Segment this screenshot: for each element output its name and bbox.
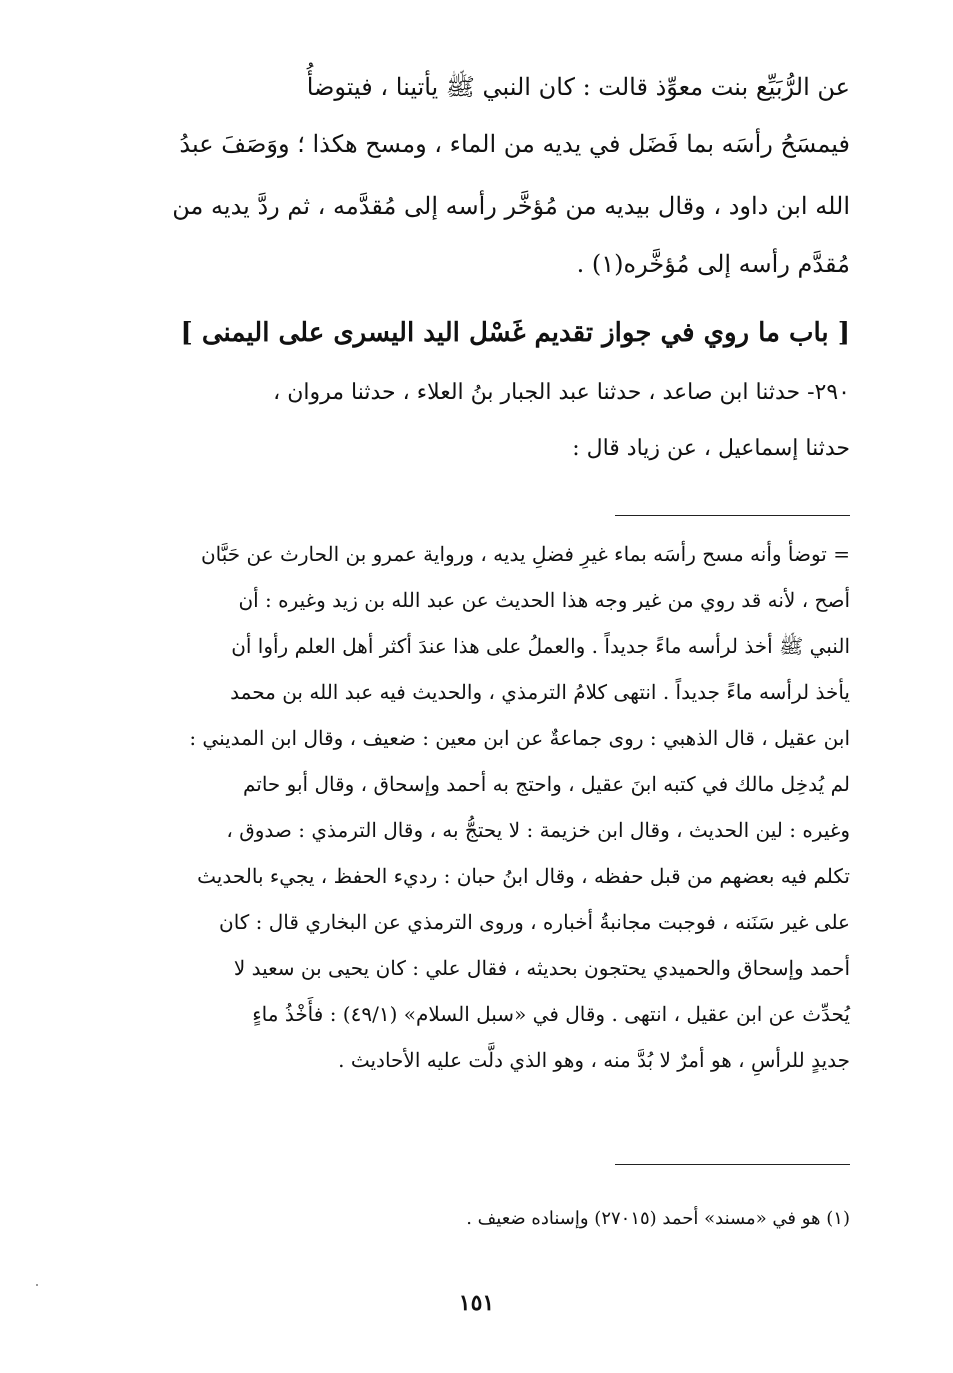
commentary-line: على غير سَنَنه ، فوجبت مجانبةُ أخباره ، وروى الترمذي عن البخاري قال : كان <box>219 910 850 934</box>
paragraph-line: فيمسَحُ رأسَه بما فَضَل في يديه من الماء ، ومسح هكذا ؛ ووَصَفَ عبدُ <box>179 130 850 158</box>
commentary-line: وغيره : لين الحديث ، وقال ابن خزيمة : لا يحتجُّ به ، وقال الترمذي : صدوق ، <box>226 818 850 842</box>
commentary-line: جديدٍ للرأسِ ، هو أمرٌ لا بُدَّ منه ، وهو الذي دلَّت عليه الأحاديث . <box>338 1048 850 1072</box>
footnote-divider-bottom <box>615 1164 850 1165</box>
commentary-line: أحمد وإسحاق والحميدي يحتجون بحديثه ، فقال علي : كان يحيى بن سعيد لا <box>233 956 850 980</box>
commentary-line: لم يُدخِل مالك في كتبه ابنَ عقيل ، واحتج به أحمد وإسحاق ، وقال أبو حاتم <box>242 772 850 796</box>
commentary-line: تكلم فيه بعضهم من قبل حفظه ، وقال ابنُ حبان : رديء الحفظ ، يجيء بالحديث <box>197 864 850 888</box>
commentary-line: يأخذ لرأسه ماءً جديداً . انتهى كلامُ الترمذي ، والحديث فيه عبد الله بن محمد <box>230 680 850 704</box>
commentary-line: أصح ، لأنه قد روي من غير وجه هذا الحديث عن عبد الله بن زيد وغيره : أن <box>238 588 850 612</box>
commentary-line: ابن عقيل ، قال الذهبي : روى جماعةٌ عن ابن معين : ضعيف ، وقال ابن المديني : <box>189 726 850 750</box>
commentary-line: = توضأ وأنه مسح رأسَه بماء غيرِ فضلِ يديه ، ورواية عمرو بن الحارث عن حَبَّان <box>200 542 850 566</box>
hadith-line: ٢٩٠- حدثنا ابن صاعد ، حدثنا عبد الجبار بنُ العلاء ، حدثنا مروان ، <box>273 380 850 405</box>
commentary-line: النبي ﷺ أخذ لرأسه ماءً جديداً . والعملُ على هذا عندَ أكثر أهل العلم رأوا أن <box>231 634 850 658</box>
paragraph-line: مُقدَّم رأسه إلى مُؤخَّره(١) . <box>576 250 850 278</box>
hadith-line: حدثنا إسماعيل ، عن زياد قال : <box>572 436 850 461</box>
paragraph-line: عن الرُّبَيِّع بنت معوِّذ قالت : كان النبي ﷺ يأتينا ، فيتوضأُ <box>306 73 850 101</box>
footnote-divider <box>615 515 850 516</box>
commentary-line: يُحدِّث عن ابن عقيل ، انتهى . وقال في «سبل السلام» (٤٩/١) : فأَخْذُ ماءٍ <box>252 1002 850 1026</box>
chapter-title: [ باب ما روي في جواز تقديم غَسْل اليد اليسرى على اليمنى ] <box>180 318 850 348</box>
paragraph-line: الله ابن داود ، وقال بيديه من مُؤخَّر رأسه إلى مُقدَّمه ، ثم ردَّ يديه من <box>172 192 850 220</box>
footnote: (١) هو في «مسند» أحمد (٢٧٠١٥) وإسناده ضعيف . <box>466 1208 850 1229</box>
scan-speck <box>36 1284 38 1286</box>
page-number: ١٥١ <box>458 1290 495 1316</box>
